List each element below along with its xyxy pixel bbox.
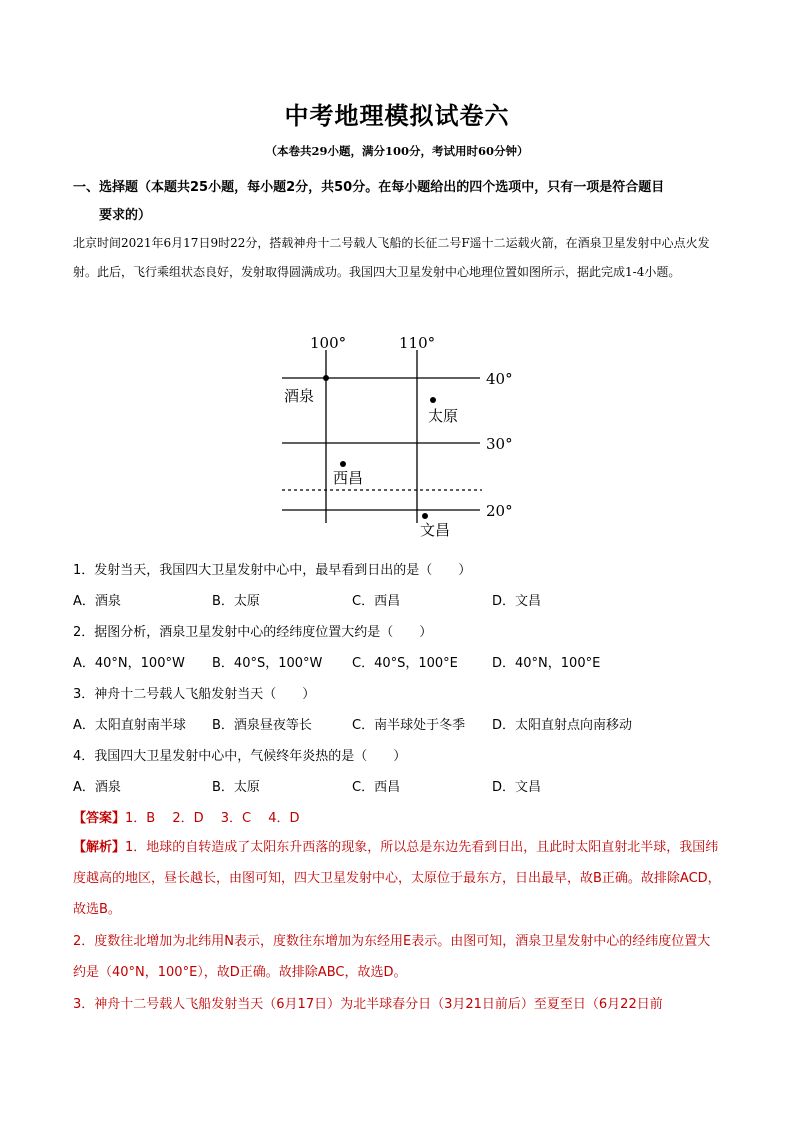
analysis-paragraph-3: 3．神舟十二号载人飞船发射当天（6月17日）为北半球春分日（3月21日前后）至夏至日（6月22日前 [73, 997, 663, 1012]
page-title: 中考地理模拟试卷六 [284, 102, 510, 130]
q2-option-a[interactable]: A．40°N，100°W [73, 656, 185, 671]
q1-option-c[interactable]: C．西昌 [352, 594, 401, 609]
lon-label-100: 100° [310, 334, 347, 352]
analysis-tag: 【解析】 [73, 840, 126, 855]
taiyuan-label: 太原 [428, 407, 459, 425]
answer-text: 1．B 2．D 3．C 4．D [125, 811, 300, 826]
q1-option-a[interactable]: A．酒泉 [73, 594, 121, 609]
xichang-label: 西昌 [333, 469, 364, 487]
analysis-text-1: 1．地球的自转造成了太阳东升西落的现象，所以总是东边先看到日出，且此时太阳直射北半球，我国纬度越高的地区，昼长越长，由图可知，四大卫星发射中心，太原位于最东方，日出最早，故B正确。故排除ACD，故选B。 [73, 840, 721, 917]
xichang-point [340, 461, 346, 467]
question-2: 2．据图分析，酒泉卫星发射中心的经纬度位置大约是（ ） [73, 625, 433, 640]
launch-center-map [270, 328, 530, 543]
taiyuan-point [430, 397, 436, 403]
jiuquan-label: 酒泉 [284, 387, 315, 405]
section-heading: 一、选择题（本题共25小题，每小题2分，共50分。在每小题给出的四个选项中，只有一项是符合题目 [73, 180, 665, 195]
q3-option-c[interactable]: C．南半球处于冬季 [352, 718, 466, 733]
section-heading-continued: 要求的） [99, 208, 152, 223]
intro-paragraph: 北京时间2021年6月17日9时22分，搭载神舟十二号载人飞船的长征二号F遥十二运载火箭，在酒泉卫星发射中心点火发射。此后，飞行乘组状态良好，发射取得圆满成功。我国四大卫星发射中心地理位置如图所示，据此完成1-4小题。 [73, 236, 710, 279]
q1-option-d[interactable]: D．文昌 [492, 594, 542, 609]
question-1: 1．发射当天，我国四大卫星发射中心中，最早看到日出的是（ ） [73, 563, 472, 578]
exam-info: （本卷共29小题，满分100分，考试用时60分钟） [265, 144, 529, 158]
q3-option-a[interactable]: A．太阳直射南半球 [73, 718, 186, 733]
jiuquan-point [323, 375, 329, 381]
q4-option-b[interactable]: B．太原 [212, 780, 260, 795]
lon-label-110: 110° [399, 334, 436, 352]
lat-label-30: 30° [486, 435, 513, 453]
q3-option-b[interactable]: B．酒泉昼夜等长 [212, 718, 312, 733]
q2-option-d[interactable]: D．40°N，100°E [492, 656, 601, 671]
lat-label-20: 20° [486, 502, 513, 520]
q4-option-c[interactable]: C．西昌 [352, 780, 401, 795]
answer-tag: 【答案】 [73, 811, 126, 826]
q1-option-b[interactable]: B．太原 [212, 594, 260, 609]
analysis-paragraph-1 [73, 832, 723, 925]
wenchang-label: 文昌 [420, 521, 451, 539]
analysis-paragraph-2: 2．度数往北增加为北纬用N表示，度数往东增加为东经用E表示。由图可知，酒泉卫星发射中心的经纬度位置大约是（40°N，100°E），故D正确。故排除ABC，故选D。 [73, 934, 711, 980]
q3-option-d[interactable]: D．太阳直射点向南移动 [492, 718, 633, 733]
question-3: 3．神舟十二号载人飞船发射当天（ ） [73, 687, 316, 702]
wenchang-point [422, 513, 428, 519]
q4-option-d[interactable]: D．文昌 [492, 780, 542, 795]
q4-option-a[interactable]: A．酒泉 [73, 780, 121, 795]
lat-label-40: 40° [486, 370, 513, 388]
q2-option-b[interactable]: B．40°S，100°W [212, 656, 323, 671]
question-4: 4．我国四大卫星发射中心中，气候终年炎热的是（ ） [73, 749, 407, 764]
q2-option-c[interactable]: C．40°S，100°E [352, 656, 458, 671]
answer-line [73, 807, 300, 826]
